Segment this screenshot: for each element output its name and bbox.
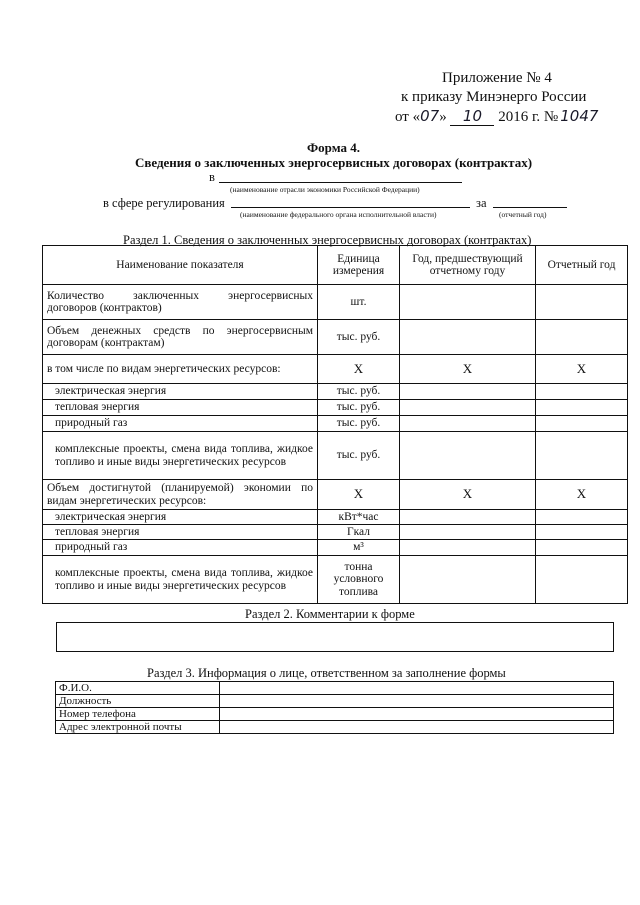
section2-title: Раздел 2. Комментарии к форме bbox=[245, 607, 415, 621]
previous-year-cell[interactable] bbox=[400, 556, 536, 604]
row-unit: шт. bbox=[318, 285, 400, 320]
industry-caption: (наименование отрасли экономики Российской Федерации) bbox=[230, 185, 420, 194]
row-unit: Гкал bbox=[318, 525, 400, 540]
row-unit-x: X bbox=[318, 355, 400, 384]
row-unit: тонна условного топлива bbox=[318, 556, 400, 604]
appendix-number: Приложение № 4 bbox=[442, 70, 552, 86]
reporting-year-x: X bbox=[536, 355, 628, 384]
date-year: 2016 г. № bbox=[498, 109, 559, 125]
table-row bbox=[43, 285, 628, 320]
row-name: Объем денежных средств по энергосервисным договорам (контрактам) bbox=[43, 320, 318, 355]
table-row bbox=[43, 510, 628, 525]
industry-prefix: в bbox=[209, 170, 215, 184]
row-name: в том числе по видам энергетических ресурсов: bbox=[43, 355, 318, 384]
date-prefix: от « bbox=[395, 109, 421, 125]
row-name: электрическая энергия bbox=[43, 510, 318, 525]
table-row bbox=[43, 432, 628, 480]
table-row bbox=[43, 384, 628, 400]
previous-year-cell[interactable] bbox=[400, 540, 536, 556]
row-unit: тыс. руб. bbox=[318, 384, 400, 400]
table-header-row bbox=[43, 246, 628, 285]
header-reporting-year: Отчетный год bbox=[536, 246, 628, 285]
reporting-year-cell[interactable] bbox=[536, 416, 628, 432]
position-input[interactable] bbox=[220, 695, 614, 708]
previous-year-cell[interactable] bbox=[400, 432, 536, 480]
industry-field[interactable] bbox=[219, 182, 462, 183]
table-row bbox=[43, 525, 628, 540]
form-subtitle: Сведения о заключенных энергосервисных договорах (контрактах) bbox=[134, 155, 533, 170]
date-mid: » bbox=[439, 109, 447, 125]
row-unit: кВт*час bbox=[318, 510, 400, 525]
table-row bbox=[56, 721, 614, 734]
order-reference: к приказу Минэнерго России bbox=[401, 89, 587, 105]
table-row bbox=[43, 416, 628, 432]
reporting-year-cell[interactable] bbox=[536, 556, 628, 604]
authority-field[interactable] bbox=[231, 207, 470, 208]
previous-year-cell[interactable] bbox=[400, 416, 536, 432]
order-number: 1047 bbox=[560, 107, 599, 125]
previous-year-cell[interactable] bbox=[400, 285, 536, 320]
table-row bbox=[43, 320, 628, 355]
previous-year-cell[interactable] bbox=[400, 510, 536, 525]
row-name: комплексные проекты, смена вида топлива, жидкое топливо и иные виды энергетических ресурсов bbox=[43, 556, 318, 604]
table-row bbox=[43, 480, 628, 510]
reporting-year-cell[interactable] bbox=[536, 432, 628, 480]
reporting-year-cell[interactable] bbox=[536, 540, 628, 556]
energy-contracts-table bbox=[42, 245, 628, 604]
row-unit: тыс. руб. bbox=[318, 400, 400, 416]
year-caption: (отчетный год) bbox=[499, 210, 547, 219]
row-unit: тыс. руб. bbox=[318, 320, 400, 355]
row-unit: м³ bbox=[318, 540, 400, 556]
regulation-sphere-label: в сфере регулирования bbox=[103, 196, 225, 210]
reporting-year-x: X bbox=[536, 480, 628, 510]
row-unit: тыс. руб. bbox=[318, 432, 400, 480]
row-unit: тыс. руб. bbox=[318, 416, 400, 432]
previous-year-cell[interactable] bbox=[400, 400, 536, 416]
previous-year-cell[interactable] bbox=[400, 320, 536, 355]
full-name-input[interactable] bbox=[220, 682, 614, 695]
reporting-year-cell[interactable] bbox=[536, 384, 628, 400]
person-field-label: Номер телефона bbox=[56, 708, 220, 721]
reporting-year-field[interactable] bbox=[493, 207, 567, 208]
email-input[interactable] bbox=[220, 721, 614, 734]
reporting-year-cell[interactable] bbox=[536, 400, 628, 416]
person-field-label: Ф.И.О. bbox=[56, 682, 220, 695]
row-unit-x: X bbox=[318, 480, 400, 510]
row-name: тепловая энергия bbox=[43, 525, 318, 540]
form-title: Форма 4. bbox=[307, 140, 360, 155]
table-row bbox=[56, 682, 614, 695]
header-indicator: Наименование показателя bbox=[43, 246, 318, 285]
responsible-person-table bbox=[55, 681, 614, 734]
table-row bbox=[43, 355, 628, 384]
date-day: 07 bbox=[420, 107, 440, 125]
table-row bbox=[43, 556, 628, 604]
table-row bbox=[43, 400, 628, 416]
row-name: комплексные проекты, смена вида топлива, жидкое топливо и иные виды энергетических ресурсов bbox=[43, 432, 318, 480]
person-field-label: Адрес электронной почты bbox=[56, 721, 220, 734]
previous-year-x: X bbox=[400, 480, 536, 510]
table-row bbox=[56, 708, 614, 721]
reporting-year-cell[interactable] bbox=[536, 320, 628, 355]
phone-input[interactable] bbox=[220, 708, 614, 721]
person-field-label: Должность bbox=[56, 695, 220, 708]
previous-year-cell[interactable] bbox=[400, 384, 536, 400]
header-unit: Единица измерения bbox=[318, 246, 400, 285]
order-date-line bbox=[395, 107, 598, 126]
row-name: природный газ bbox=[43, 540, 318, 556]
row-name: электрическая энергия bbox=[43, 384, 318, 400]
reporting-year-cell[interactable] bbox=[536, 525, 628, 540]
table-row bbox=[43, 540, 628, 556]
row-name: природный газ bbox=[43, 416, 318, 432]
period-label: за bbox=[476, 196, 487, 210]
date-month: 10 bbox=[450, 107, 494, 126]
comments-field[interactable] bbox=[56, 622, 614, 652]
previous-year-cell[interactable] bbox=[400, 525, 536, 540]
row-name: Количество заключенных энергосервисных договоров (контрактов) bbox=[43, 285, 318, 320]
reporting-year-cell[interactable] bbox=[536, 285, 628, 320]
table-row bbox=[56, 695, 614, 708]
row-name: Объем достигнутой (планируемой) экономии по видам энергетических ресурсов: bbox=[43, 480, 318, 510]
reporting-year-cell[interactable] bbox=[536, 510, 628, 525]
previous-year-x: X bbox=[400, 355, 536, 384]
section1-title: Раздел 1. Сведения о заключенных энергосервисных договорах (контрактах) bbox=[123, 233, 532, 247]
row-name: тепловая энергия bbox=[43, 400, 318, 416]
header-previous-year: Год, предшествующий отчетному году bbox=[400, 246, 536, 285]
authority-caption: (наименование федерального органа исполнительной власти) bbox=[240, 210, 437, 219]
section3-title: Раздел 3. Информация о лице, ответственном за заполнение формы bbox=[147, 666, 506, 680]
